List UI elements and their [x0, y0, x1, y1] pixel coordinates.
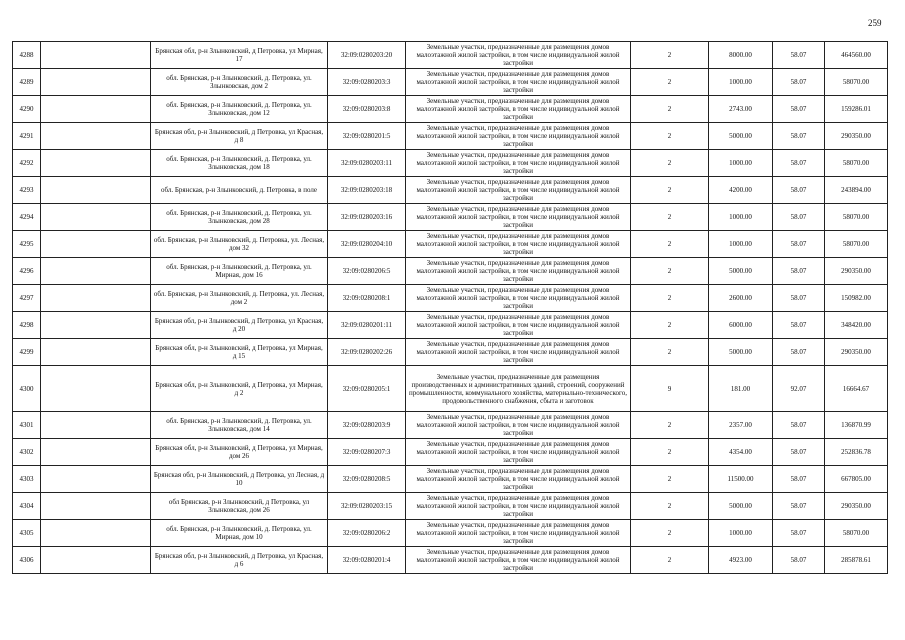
group-cell: 9 [631, 366, 709, 412]
area-cell: 5000.00 [709, 258, 773, 285]
page-number: 259 [868, 18, 882, 28]
rate-cell: 58.07 [773, 177, 825, 204]
table-row [13, 150, 888, 177]
table-body [13, 42, 888, 574]
address-cell: Брянская обл, р-н Злынковский, д Петровка, ул Мирная, 17 [151, 42, 328, 69]
group-cell: 2 [631, 285, 709, 312]
empty-cell [41, 547, 151, 574]
empty-cell [41, 493, 151, 520]
empty-cell [41, 42, 151, 69]
row-number: 4303 [13, 466, 41, 493]
address-cell: обл. Брянская, р-н Злынковский, д. Петровка, в поле [151, 177, 328, 204]
empty-cell [41, 412, 151, 439]
land-use-cell: Земельные участки, предназначенные для размещения домов малоэтажной жилой застройки, в том числе индивидуальной жилой застройки [406, 204, 631, 231]
table-row [13, 520, 888, 547]
empty-cell [41, 69, 151, 96]
group-cell: 2 [631, 96, 709, 123]
cadastral-number-cell: 32:09:0280203:8 [328, 96, 406, 123]
cadastral-number-cell: 32:09:0280205:1 [328, 366, 406, 412]
area-cell: 181.00 [709, 366, 773, 412]
row-number: 4302 [13, 439, 41, 466]
address-cell: Брянская обл, р-н Злынковский, д Петровка, ул Мирная, дом 26 [151, 439, 328, 466]
address-cell: Брянская обл, р-н Злынковский, д Петровка, ул Лесная, д 10 [151, 466, 328, 493]
empty-cell [41, 123, 151, 150]
row-number: 4305 [13, 520, 41, 547]
land-use-cell: Земельные участки, предназначенные для размещения домов малоэтажной жилой застройки, в том числе индивидуальной жилой застройки [406, 123, 631, 150]
empty-cell [41, 366, 151, 412]
group-cell: 2 [631, 547, 709, 574]
address-cell: обл. Брянская, р-н Злынковский, д. Петровка, ул. Мирная, дом 16 [151, 258, 328, 285]
land-use-cell: Земельные участки, предназначенные для размещения домов малоэтажной жилой застройки, в том числе индивидуальной жилой застройки [406, 177, 631, 204]
empty-cell [41, 231, 151, 258]
cadastral-value-cell: 667805.00 [825, 466, 888, 493]
rate-cell: 58.07 [773, 493, 825, 520]
table-row [13, 466, 888, 493]
cadastral-value-cell: 58070.00 [825, 231, 888, 258]
cadastral-value-cell: 16664.67 [825, 366, 888, 412]
land-use-cell: Земельные участки, предназначенные для размещения домов малоэтажной жилой застройки, в том числе индивидуальной жилой застройки [406, 493, 631, 520]
rate-cell: 58.07 [773, 412, 825, 439]
rate-cell: 58.07 [773, 312, 825, 339]
land-use-cell: Земельные участки, предназначенные для размещения домов малоэтажной жилой застройки, в том числе индивидуальной жилой застройки [406, 466, 631, 493]
area-cell: 5000.00 [709, 493, 773, 520]
cadastral-value-cell: 243894.00 [825, 177, 888, 204]
table-row [13, 204, 888, 231]
cadastral-value-cell: 136870.99 [825, 412, 888, 439]
row-number: 4293 [13, 177, 41, 204]
address-cell: обл Брянская, р-н Злынковский, д Петровка, ул Злынковская, дом 26 [151, 493, 328, 520]
land-use-cell: Земельные участки, предназначенные для размещения домов малоэтажной жилой застройки, в том числе индивидуальной жилой застройки [406, 69, 631, 96]
cadastral-value-cell: 159286.01 [825, 96, 888, 123]
table-row [13, 177, 888, 204]
land-use-cell: Земельные участки, предназначенные для размещения домов малоэтажной жилой застройки, в том числе индивидуальной жилой застройки [406, 412, 631, 439]
row-number: 4306 [13, 547, 41, 574]
address-cell: обл. Брянская, р-н Злынковский, д. Петровка, ул. Злынковская, дом 18 [151, 150, 328, 177]
cadastral-number-cell: 32:09:0280203:18 [328, 177, 406, 204]
land-use-cell: Земельные участки, предназначенные для размещения домов малоэтажной жилой застройки, в том числе индивидуальной жилой застройки [406, 150, 631, 177]
land-use-cell: Земельные участки, предназначенные для размещения домов малоэтажной жилой застройки, в том числе индивидуальной жилой застройки [406, 285, 631, 312]
land-use-cell: Земельные участки, предназначенные для размещения домов малоэтажной жилой застройки, в том числе индивидуальной жилой застройки [406, 520, 631, 547]
cadastral-value-cell: 252836.78 [825, 439, 888, 466]
area-cell: 11500.00 [709, 466, 773, 493]
land-use-cell: Земельные участки, предназначенные для размещения домов малоэтажной жилой застройки, в том числе индивидуальной жилой застройки [406, 547, 631, 574]
table-row [13, 312, 888, 339]
rate-cell: 58.07 [773, 42, 825, 69]
rate-cell: 58.07 [773, 285, 825, 312]
address-cell: Брянская обл, р-н Злынковский, д Петровка, ул Красная, д 6 [151, 547, 328, 574]
empty-cell [41, 204, 151, 231]
group-cell: 2 [631, 123, 709, 150]
area-cell: 5000.00 [709, 123, 773, 150]
row-number: 4296 [13, 258, 41, 285]
table-row [13, 412, 888, 439]
table-row [13, 96, 888, 123]
empty-cell [41, 258, 151, 285]
area-cell: 4200.00 [709, 177, 773, 204]
address-cell: обл. Брянская, р-н Злынковский, д. Петровка, ул. Злынковская, дом 12 [151, 96, 328, 123]
address-cell: Брянская обл, р-н Злынковский, д Петровка, ул Красная, д 20 [151, 312, 328, 339]
rate-cell: 58.07 [773, 439, 825, 466]
land-use-cell: Земельные участки, предназначенные для размещения домов малоэтажной жилой застройки, в том числе индивидуальной жилой застройки [406, 231, 631, 258]
cadastral-number-cell: 32:09:0280208:5 [328, 466, 406, 493]
address-cell: Брянская обл, р-н Злынковский, д Петровка, ул Мирная, д 2 [151, 366, 328, 412]
table-row [13, 42, 888, 69]
cadastral-value-cell: 285878.61 [825, 547, 888, 574]
cadastral-number-cell: 32:09:0280206:5 [328, 258, 406, 285]
row-number: 4301 [13, 412, 41, 439]
rate-cell: 58.07 [773, 339, 825, 366]
area-cell: 1000.00 [709, 150, 773, 177]
rate-cell: 58.07 [773, 547, 825, 574]
group-cell: 2 [631, 258, 709, 285]
row-number: 4295 [13, 231, 41, 258]
empty-cell [41, 285, 151, 312]
row-number: 4297 [13, 285, 41, 312]
land-use-cell: Земельные участки, предназначенные для размещения домов малоэтажной жилой застройки, в том числе индивидуальной жилой застройки [406, 312, 631, 339]
cadastral-value-cell: 150982.00 [825, 285, 888, 312]
area-cell: 4354.00 [709, 439, 773, 466]
empty-cell [41, 150, 151, 177]
area-cell: 4923.00 [709, 547, 773, 574]
row-number: 4290 [13, 96, 41, 123]
cadastral-value-cell: 58070.00 [825, 520, 888, 547]
address-cell: Брянская обл, р-н Злынковский, д Петровка, ул Красная, д 8 [151, 123, 328, 150]
group-cell: 2 [631, 204, 709, 231]
cadastral-number-cell: 32:09:0280208:1 [328, 285, 406, 312]
empty-cell [41, 96, 151, 123]
empty-cell [41, 439, 151, 466]
table-row [13, 258, 888, 285]
rate-cell: 58.07 [773, 258, 825, 285]
rate-cell: 58.07 [773, 150, 825, 177]
row-number: 4299 [13, 339, 41, 366]
group-cell: 2 [631, 466, 709, 493]
rate-cell: 58.07 [773, 231, 825, 258]
land-registry-table [12, 41, 888, 574]
address-cell: обл. Брянская, р-н Злынковский, д. Петровка, ул. Лесная, дом 2 [151, 285, 328, 312]
cadastral-number-cell: 32:09:0280203:3 [328, 69, 406, 96]
address-cell: обл. Брянская, р-н Злынковский, д. Петровка, ул. Злынковская, дом 2 [151, 69, 328, 96]
land-use-cell: Земельные участки, предназначенные для размещения производственных и административных зданий, строений, сооружений промышленности, коммунального хозяйства, материально-технического, продовольственного снабжения, сбыта и заготовок [406, 366, 631, 412]
row-number: 4300 [13, 366, 41, 412]
cadastral-number-cell: 32:09:0280202:26 [328, 339, 406, 366]
cadastral-number-cell: 32:09:0280201:5 [328, 123, 406, 150]
table-row [13, 231, 888, 258]
row-number: 4289 [13, 69, 41, 96]
cadastral-value-cell: 290350.00 [825, 339, 888, 366]
table-row [13, 123, 888, 150]
table-row [13, 493, 888, 520]
row-number: 4291 [13, 123, 41, 150]
cadastral-value-cell: 58070.00 [825, 69, 888, 96]
area-cell: 1000.00 [709, 231, 773, 258]
rate-cell: 58.07 [773, 96, 825, 123]
group-cell: 2 [631, 312, 709, 339]
row-number: 4298 [13, 312, 41, 339]
group-cell: 2 [631, 150, 709, 177]
cadastral-number-cell: 32:09:0280203:20 [328, 42, 406, 69]
area-cell: 6000.00 [709, 312, 773, 339]
area-cell: 1000.00 [709, 204, 773, 231]
group-cell: 2 [631, 520, 709, 547]
group-cell: 2 [631, 493, 709, 520]
address-cell: Брянская обл, р-н Злынковский, д Петровка, ул Мирная, д 15 [151, 339, 328, 366]
land-use-cell: Земельные участки, предназначенные для размещения домов малоэтажной жилой застройки, в том числе индивидуальной жилой застройки [406, 96, 631, 123]
area-cell: 2743.00 [709, 96, 773, 123]
cadastral-value-cell: 348420.00 [825, 312, 888, 339]
cadastral-number-cell: 32:09:0280203:9 [328, 412, 406, 439]
group-cell: 2 [631, 412, 709, 439]
group-cell: 2 [631, 439, 709, 466]
empty-cell [41, 177, 151, 204]
empty-cell [41, 466, 151, 493]
area-cell: 1000.00 [709, 520, 773, 547]
cadastral-value-cell: 58070.00 [825, 204, 888, 231]
rate-cell: 58.07 [773, 204, 825, 231]
area-cell: 8000.00 [709, 42, 773, 69]
row-number: 4292 [13, 150, 41, 177]
rate-cell: 92.07 [773, 366, 825, 412]
cadastral-number-cell: 32:09:0280203:16 [328, 204, 406, 231]
table-row [13, 547, 888, 574]
rate-cell: 58.07 [773, 466, 825, 493]
land-use-cell: Земельные участки, предназначенные для размещения домов малоэтажной жилой застройки, в том числе индивидуальной жилой застройки [406, 42, 631, 69]
address-cell: обл. Брянская, р-н Злынковский, д. Петровка, ул. Лесная, дом 32 [151, 231, 328, 258]
rate-cell: 58.07 [773, 520, 825, 547]
cadastral-number-cell: 32:09:0280204:10 [328, 231, 406, 258]
group-cell: 2 [631, 69, 709, 96]
area-cell: 2600.00 [709, 285, 773, 312]
address-cell: обл. Брянская, р-н Злынковский, д. Петровка, ул. Злынковская, дом 28 [151, 204, 328, 231]
cadastral-number-cell: 32:09:0280203:15 [328, 493, 406, 520]
table-row [13, 439, 888, 466]
area-cell: 5000.00 [709, 339, 773, 366]
cadastral-number-cell: 32:09:0280206:2 [328, 520, 406, 547]
land-use-cell: Земельные участки, предназначенные для размещения домов малоэтажной жилой застройки, в том числе индивидуальной жилой застройки [406, 339, 631, 366]
area-cell: 2357.00 [709, 412, 773, 439]
group-cell: 2 [631, 339, 709, 366]
cadastral-value-cell: 290350.00 [825, 493, 888, 520]
cadastral-number-cell: 32:09:0280201:11 [328, 312, 406, 339]
land-use-cell: Земельные участки, предназначенные для размещения домов малоэтажной жилой застройки, в том числе индивидуальной жилой застройки [406, 258, 631, 285]
table-row [13, 69, 888, 96]
row-number: 4288 [13, 42, 41, 69]
row-number: 4304 [13, 493, 41, 520]
area-cell: 1000.00 [709, 69, 773, 96]
cadastral-value-cell: 290350.00 [825, 258, 888, 285]
empty-cell [41, 520, 151, 547]
land-use-cell: Земельные участки, предназначенные для размещения домов малоэтажной жилой застройки, в том числе индивидуальной жилой застройки [406, 439, 631, 466]
cadastral-number-cell: 32:09:0280203:11 [328, 150, 406, 177]
cadastral-value-cell: 464560.00 [825, 42, 888, 69]
group-cell: 2 [631, 231, 709, 258]
cadastral-value-cell: 58070.00 [825, 150, 888, 177]
group-cell: 2 [631, 42, 709, 69]
address-cell: обл. Брянская, р-н Злынковский, д. Петровка, ул. Злынковская, дом 14 [151, 412, 328, 439]
empty-cell [41, 339, 151, 366]
cadastral-number-cell: 32:09:0280207:3 [328, 439, 406, 466]
empty-cell [41, 312, 151, 339]
cadastral-value-cell: 290350.00 [825, 123, 888, 150]
table-row [13, 339, 888, 366]
rate-cell: 58.07 [773, 123, 825, 150]
rate-cell: 58.07 [773, 69, 825, 96]
table-row [13, 366, 888, 412]
address-cell: обл. Брянская, р-н Злынковский, д. Петровка, ул. Мирная, дом 10 [151, 520, 328, 547]
group-cell: 2 [631, 177, 709, 204]
row-number: 4294 [13, 204, 41, 231]
cadastral-number-cell: 32:09:0280201:4 [328, 547, 406, 574]
table-row [13, 285, 888, 312]
